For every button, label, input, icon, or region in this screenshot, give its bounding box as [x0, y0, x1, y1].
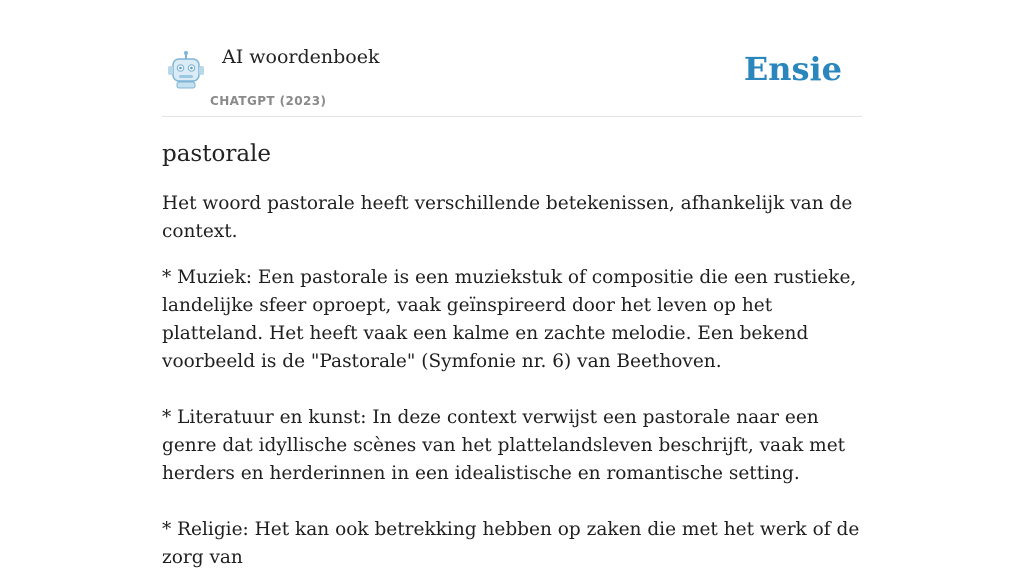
source-label: CHATGPT (2023)	[210, 94, 327, 108]
entry-content	[162, 138, 862, 572]
robot-icon	[166, 50, 206, 90]
definition-literature: * Literatuur en kunst: In deze context verwijst een pastorale naar een genre dat idyllische scènes van het plattelandsleven beschrijft, vaak met herders en herderinnen in een idealistische en romantische setting.	[162, 407, 846, 484]
robot-avatar-graphic	[166, 50, 206, 90]
entry-intro: Het woord pastorale heeft verschillende betekenissen, afhankelijk van de context.	[162, 193, 853, 242]
entry-term: pastorale	[162, 141, 272, 167]
page-header	[162, 0, 862, 117]
definition-music: * Muziek: Een pastorale is een muziekstuk of compositie die een rustieke, landelijke sfeer oproept, vaak geïnspireerd door het leven op het platteland. Het heeft vaak een kalme en zachte melodie. Een bekend voorbeeld is de "Pastorale" (Symfonie nr. 6) van Beethoven.	[162, 267, 857, 372]
definition-religion: * Religie: Het kan ook betrekking hebben op zaken die met het werk of de zorg van	[162, 519, 860, 568]
ensie-logo[interactable]: Ensie	[743, 50, 842, 88]
author-name[interactable]: AI woordenboek	[222, 46, 380, 68]
